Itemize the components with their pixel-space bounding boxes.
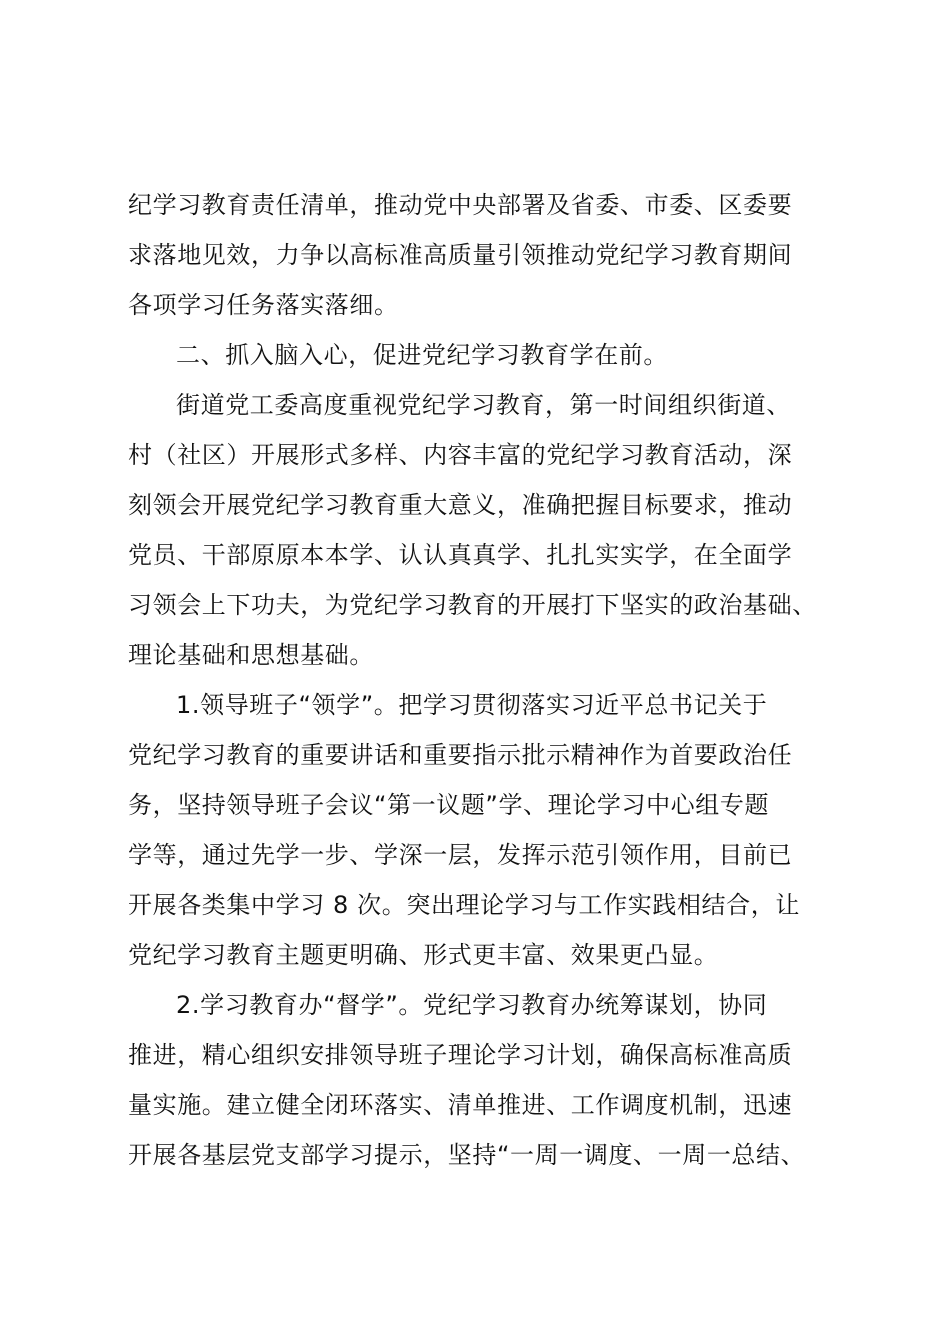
text-line: 村（社区）开展形式多样、内容丰富的党纪学习教育活动，深 <box>128 441 793 469</box>
document-body <box>128 180 838 1180</box>
text-line: 务，坚持领导班子会议“第一议题”学、理论学习中心组专题 <box>128 791 770 819</box>
text-line: 开展各基层党支部学习提示，坚持“一周一调度、一周一总结、 <box>128 1141 806 1169</box>
text-line: 推进，精心组织安排领导班子理论学习计划，确保高标准高质 <box>128 1041 793 1069</box>
text-line: 理论基础和思想基础。 <box>128 641 374 669</box>
text-line: 各项学习任务落实落细。 <box>128 291 399 319</box>
text-line: 党纪学习教育主题更明确、形式更丰富、效果更凸显。 <box>128 941 719 969</box>
text-line: 党纪学习教育的重要讲话和重要指示批示精神作为首要政治任 <box>128 741 793 769</box>
section-heading: 二、抓入脑入心，促进党纪学习教育学在前。 <box>176 341 668 369</box>
text-line: 纪学习教育责任清单，推动党中央部署及省委、市委、区委要 <box>128 191 793 219</box>
text-line: 刻领会开展党纪学习教育重大意义，准确把握目标要求，推动 <box>128 491 793 519</box>
text-line: 学等，通过先学一步、学深一层，发挥示范引领作用，目前已 <box>128 841 793 869</box>
text-line: 2.学习教育办“督学”。党纪学习教育办统筹谋划，协同 <box>176 991 768 1019</box>
text-line: 街道党工委高度重视党纪学习教育，第一时间组织街道、 <box>176 391 791 419</box>
text-line: 开展各类集中学习 8 次。突出理论学习与工作实践相结合，让 <box>128 891 800 919</box>
text-line: 量实施。建立健全闭环落实、清单推进、工作调度机制，迅速 <box>128 1091 793 1119</box>
text-line: 习领会上下功夫，为党纪学习教育的开展打下坚实的政治基础、 <box>128 591 817 619</box>
text-line: 党员、干部原原本本学、认认真真学、扎扎实实学，在全面学 <box>128 541 793 569</box>
text-line: 1.领导班子“领学”。把学习贯彻落实习近平总书记关于 <box>176 691 768 719</box>
text-line: 求落地见效，力争以高标准高质量引领推动党纪学习教育期间 <box>128 241 793 269</box>
